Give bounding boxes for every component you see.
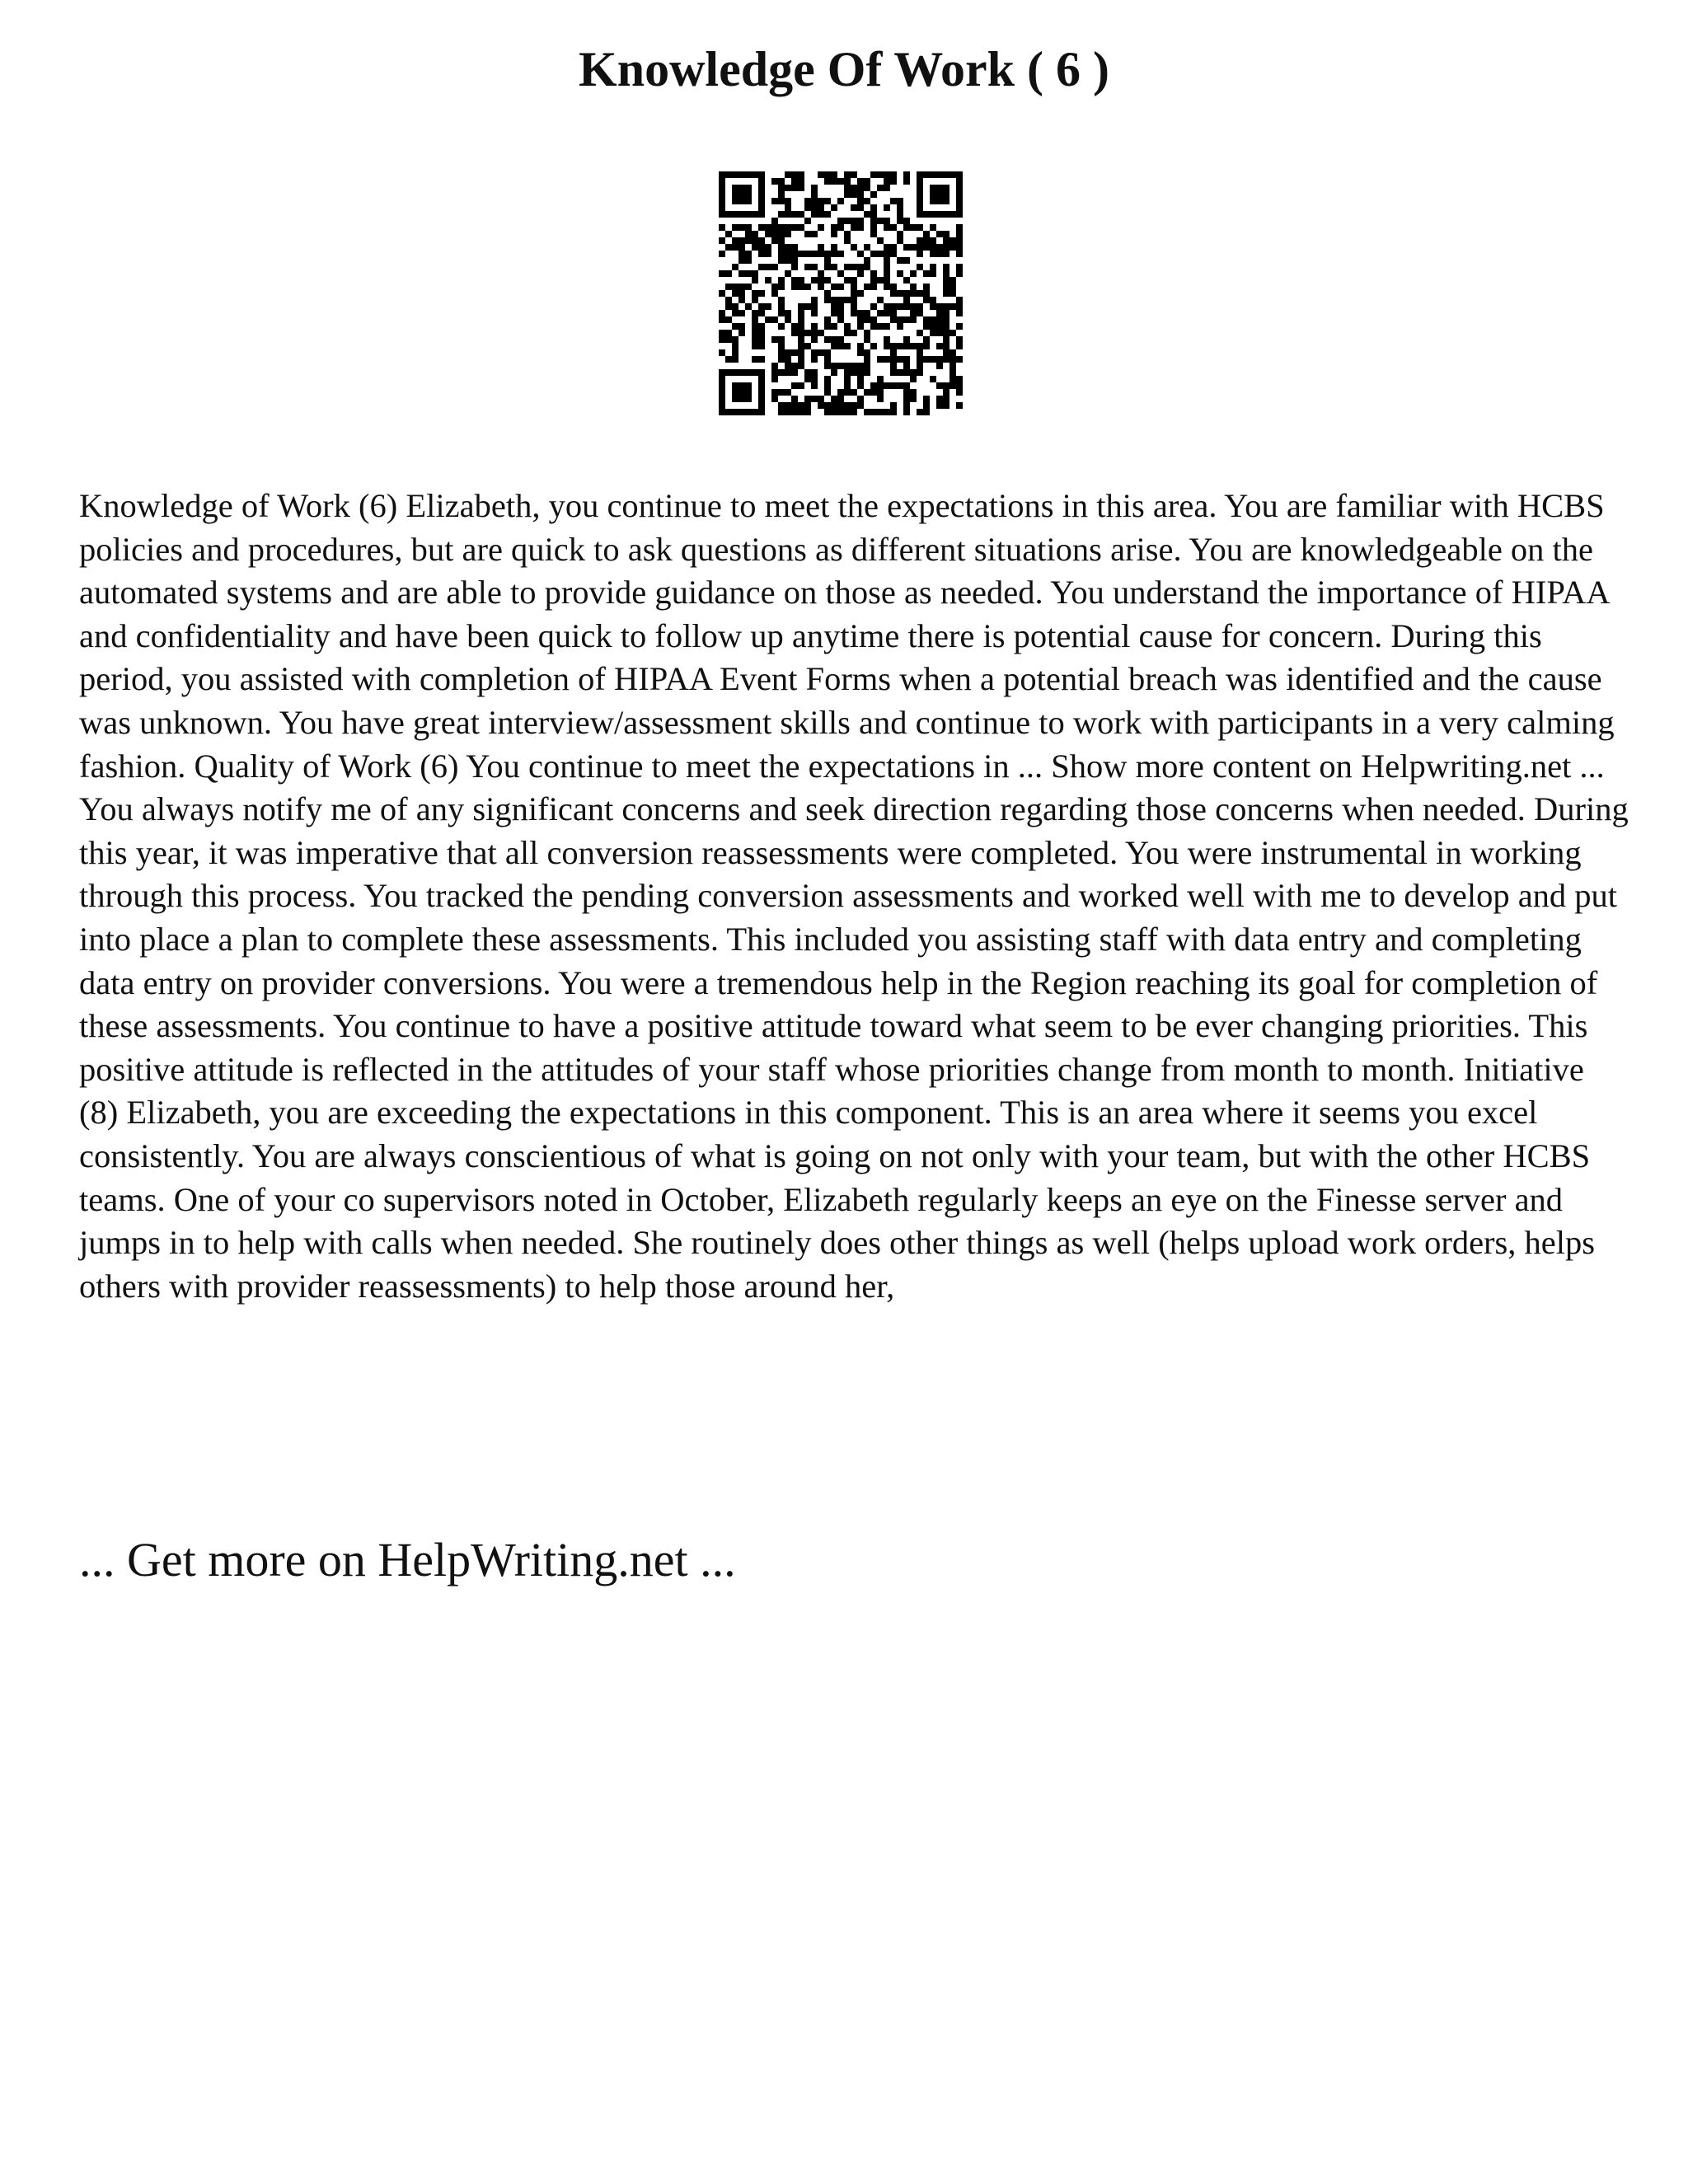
document-body — [79, 485, 1629, 1308]
document-title: Knowledge Of Work ( 6 ) — [579, 42, 1109, 96]
get-more-link[interactable]: ... Get more on HelpWriting.net ... — [79, 1533, 736, 1586]
paragraph: You always notify me of any significant concerns and seek direction regarding those concerns when needed. During this year, it was imperative that all conversion reassessments were completed. You were instrumental in working through this process. You tracked the pending conversion assessments and worked well with me to develop and put into place a plan to complete these assessments. This included you assisting staff with data entry and completing data entry on provider conversions. You were a tremendous help in the Region reaching its goal for completion of these assessments. You continue to have a positive attitude toward what seem to be ever changing priorities. This positive attitude is reflected in the attitudes of your staff whose priorities change from month to month. Initiative (8) Elizabeth, you are exceeding the expectations in this component. This is an area where it seems you excel consistently. You are always conscientious of what is going on not only with your team, but with the other HCBS teams. One of your co supervisors noted in October, Elizabeth regularly keeps an eye on the Finesse server and jumps in to help with calls when needed. She routinely does other things as well (helps upload work orders, helps others with provider reassessments) to help those around her, — [79, 790, 1629, 1305]
qr-code-graphic — [719, 171, 963, 415]
qr-code-icon — [719, 171, 963, 415]
paragraph: Knowledge of Work (6) Elizabeth, you continue to meet the expectations in this area. You are familiar with HCBS policies and procedures, but are quick to ask questions as different situations arise. You are knowledgeable on the automated systems and are able to provide guidance on those as needed. You understand the importance of HIPAA and confidentiality and have been quick to follow up anytime there is potential cause for concern. During this period, you assisted with completion of HIPAA Event Forms when a potential breach was identified and the cause was unknown. You have great interview/assessment skills and continue to work with participants in a very calming fashion. Quality of Work (6) You continue to meet the expectations in ... Show more content on Helpwriting.net ... — [79, 487, 1615, 785]
